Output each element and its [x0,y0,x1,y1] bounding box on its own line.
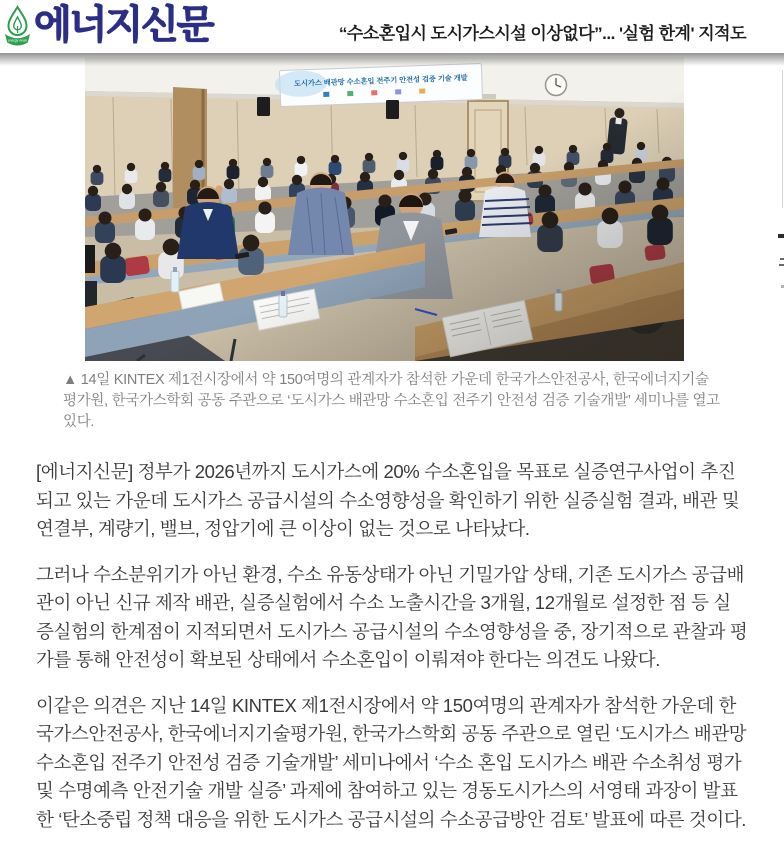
brand-emblem-icon [4,5,31,47]
edge-divider [782,70,783,208]
brand-logo[interactable] [4,5,212,47]
article-paragraph: [에너지신문] 정부가 2026년까지 도시가스에 20% 수소혼입을 목표로 실증연구사업이 추진되고 있는 가운데 도시가스 공급시설의 수소영향성을 확인하기 위한 실증실험 결과, 배관 및 연결부, 계량기, 밸브, 정압기에 큰 이상이 없는 것으로 나타났다. [36,461,740,539]
photo-caption: ▲ 14일 KINTEX 제1전시장에서 약 150여명의 관계자가 참석한 가운데 한국가스안전공사, 한국에너지기술평가원, 한국가스학회 공동 주관으로 ‘도시가스 배관망 수소혼입 전주기 안전성 검증 기술개발’ 세미나를 열고 있다. [63,372,720,430]
edge-mark [778,234,784,238]
seminar-photo-illustration [85,57,684,361]
edge-mark [780,258,784,260]
edge-mark [779,264,784,266]
article-body [36,458,748,851]
article-photo [85,57,684,361]
brand-tagline: energy news [7,38,28,43]
site-header [0,0,784,53]
article-paragraph: 그러나 수소분위기가 아닌 환경, 수소 유동상태가 아닌 기밀가압 상태, 기존 도시가스 공급배관이 아닌 신규 제작 배관, 실증실험에서 수소 노출시간을 3개월, 12개월로 설정한 점 등 실증실험의 한계점이 지적되면서 도시가스 공급시설의 수소영향성을 중, 장기적으로 관찰과 평가를 통해 안전성이 확보된 상태에서 수소혼입이 이뤄져야 한다는 의견도 나왔다. [36,563,748,670]
brand-name: 에너지신문 [34,4,213,47]
article-paragraph: 이같은 의견은 지난 14일 KINTEX 제1전시장에서 약 150여명의 관계자가 참석한 가운데 한국가스안전공사, 한국에너지기술평가원, 한국가스학회 공동 주관으로 열린 ‘도시가스 배관망 수소혼입 전주기 안전성 검증 기술개발’ 세미나에서 ‘수소 혼입 도시가스 배관 수소취성 평가 및 수명예측 안전기술 개발 실증’ 과제에 참여하고 있는 경동도시가스의 서영태 과장이 발표한 ‘탄소중립 정책 대응을 위한 도시가스 공급시설의 수소공급방안 검토’ 발표에 따른 것이다. [36,694,747,830]
article-headline: “수소혼입시 도시가스시설 이상없다”... '실험 한계' 지적도 [338,24,746,43]
